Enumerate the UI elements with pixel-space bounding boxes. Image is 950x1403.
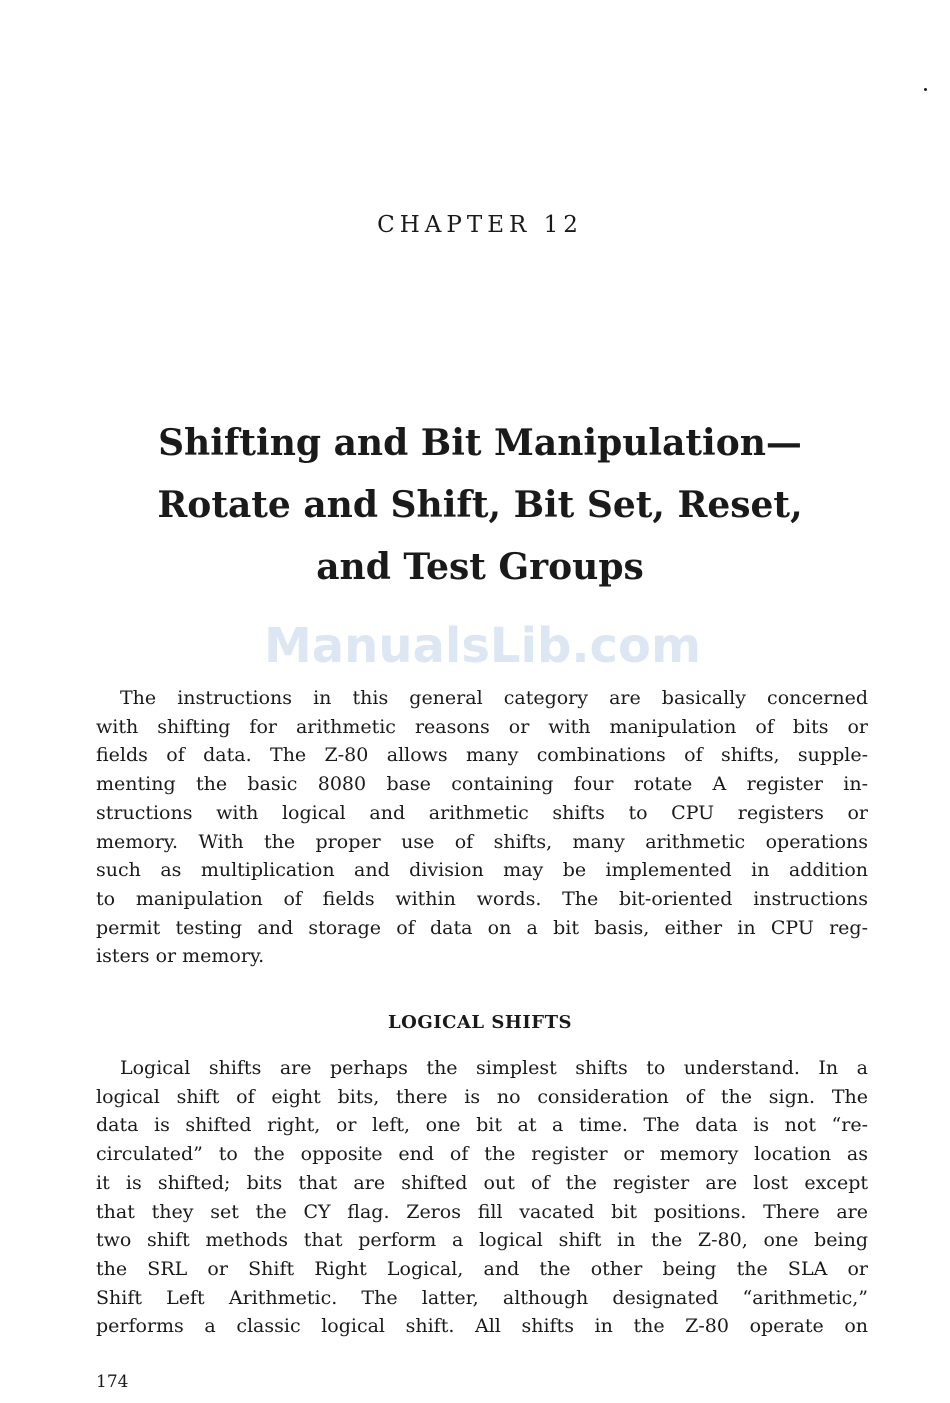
title-line: Rotate and Shift, Bit Set, Reset, [157, 484, 803, 526]
text-line: structions with logical and arithmetic shifts to CPU registers or [96, 801, 868, 824]
text-line: data is shifted right, or left, one bit at a time. The data is not “re- [96, 1114, 868, 1137]
text-line: such as multiplication and division may be implemented in addition [96, 859, 868, 882]
text-line: it is shifted; bits that are shifted out of the register are lost except [96, 1171, 868, 1194]
logical-shifts-paragraph [96, 1054, 868, 1341]
text-line: circulated” to the opposite end of the register or memory location as [96, 1143, 868, 1166]
intro-paragraph [96, 684, 868, 971]
text-line: isters or memory. [96, 945, 265, 968]
text-line: the SRL or Shift Right Logical, and the other being the SLA or [96, 1257, 868, 1280]
title-line: and Test Groups [316, 546, 644, 588]
text-line: two shift methods that perform a logical shift in the Z-80, one being [96, 1229, 868, 1252]
text-line: performs a classic logical shift. All shifts in the Z-80 operate on [96, 1315, 868, 1338]
text-line: that they set the CY flag. Zeros fill vacated bit positions. There are [96, 1200, 868, 1223]
text-line: fields of data. The Z-80 allows many combinations of shifts, supple- [96, 744, 868, 767]
title-line: Shifting and Bit Manipulation— [158, 422, 802, 464]
chapter-label: CHAPTER 12 [377, 212, 583, 238]
text-line: logical shift of eight bits, there is no consideration of the sign. The [96, 1085, 868, 1108]
text-line: memory. With the proper use of shifts, many arithmetic operations [96, 830, 868, 853]
text-line: The instructions in this general category are basically concerned [120, 687, 868, 709]
chapter-title [120, 412, 840, 598]
section-heading: LOGICAL SHIFTS [388, 1012, 572, 1033]
text-line: menting the basic 8080 base containing four rotate A register in- [96, 773, 868, 796]
text-line: Shift Left Arithmetic. The latter, although designated “arithmetic,” [96, 1286, 868, 1309]
text-line: permit testing and storage of data on a bit basis, either in CPU reg- [96, 916, 868, 939]
scan-speck [924, 88, 927, 91]
text-line: to manipulation of fields within words. The bit-oriented instructions [96, 887, 868, 910]
text-line: with shifting for arithmetic reasons or with manipulation of bits or [96, 715, 868, 738]
watermark: ManualsLib.com [264, 618, 701, 674]
page-number: 174 [96, 1372, 129, 1392]
text-line: Logical shifts are perhaps the simplest shifts to understand. In a [120, 1057, 868, 1079]
